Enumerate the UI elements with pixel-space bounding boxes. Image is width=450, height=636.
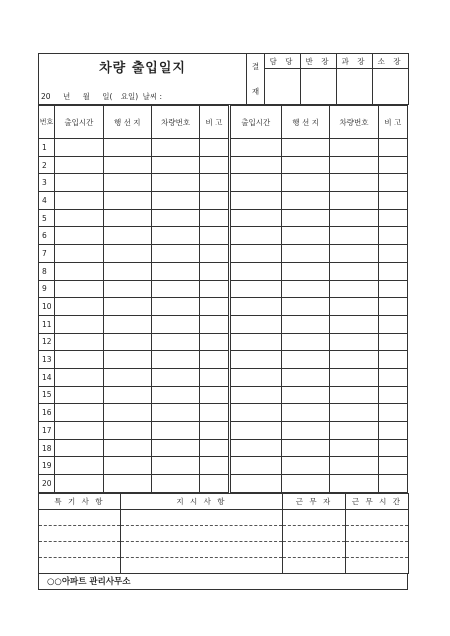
log-cell[interactable] — [55, 298, 103, 316]
row-number: 9 — [39, 280, 55, 298]
notes-row — [39, 509, 409, 525]
notes-cell[interactable] — [283, 525, 346, 541]
log-cell[interactable] — [330, 262, 378, 280]
notes-cell[interactable] — [121, 525, 283, 541]
log-cell[interactable] — [103, 386, 151, 404]
log-cell[interactable] — [229, 298, 281, 316]
log-cell[interactable] — [330, 156, 378, 174]
log-cell[interactable] — [103, 174, 151, 192]
approval-sign-section-chief[interactable] — [337, 69, 373, 105]
date-month-label: 월 — [82, 92, 90, 101]
log-cell[interactable] — [378, 174, 407, 192]
row-number: 14 — [39, 368, 55, 386]
row-number: 15 — [39, 386, 55, 404]
log-cell[interactable] — [378, 139, 407, 157]
col-time-right: 출입시간 — [229, 106, 281, 139]
log-cell[interactable] — [330, 315, 378, 333]
log-cell[interactable] — [281, 227, 329, 245]
log-cell[interactable] — [330, 227, 378, 245]
log-cell[interactable] — [151, 227, 199, 245]
log-cell[interactable] — [200, 333, 229, 351]
log-cell[interactable] — [103, 139, 151, 157]
col-time-left: 출입시간 — [55, 106, 103, 139]
log-cell[interactable] — [200, 404, 229, 422]
col-number: 번호 — [39, 106, 55, 139]
log-cell[interactable] — [55, 280, 103, 298]
notes-cell[interactable] — [283, 557, 346, 573]
log-cell[interactable] — [200, 351, 229, 369]
notes-cell[interactable] — [121, 509, 283, 525]
log-cell[interactable] — [281, 422, 329, 440]
log-cell[interactable] — [281, 139, 329, 157]
log-cell[interactable] — [103, 227, 151, 245]
log-row — [39, 298, 408, 316]
log-cell[interactable] — [103, 280, 151, 298]
log-cell[interactable] — [281, 298, 329, 316]
log-cell[interactable] — [378, 192, 407, 210]
log-cell[interactable] — [378, 280, 407, 298]
log-cell[interactable] — [378, 368, 407, 386]
log-row — [39, 351, 408, 369]
log-cell[interactable] — [103, 351, 151, 369]
log-cell[interactable] — [200, 439, 229, 457]
log-cell[interactable] — [378, 333, 407, 351]
row-number: 8 — [39, 262, 55, 280]
log-table — [38, 105, 408, 493]
log-cell[interactable] — [229, 174, 281, 192]
header-table — [38, 53, 409, 105]
log-cell[interactable] — [281, 315, 329, 333]
log-cell[interactable] — [281, 174, 329, 192]
page-title: 차량 출입일지 — [39, 54, 247, 79]
instructions-header: 지 시 사 항 — [121, 493, 283, 509]
notes-cell[interactable] — [346, 509, 409, 525]
log-row — [39, 227, 408, 245]
log-row — [39, 439, 408, 457]
log-cell[interactable] — [103, 422, 151, 440]
log-cell[interactable] — [281, 245, 329, 263]
log-row — [39, 368, 408, 386]
log-row — [39, 209, 408, 227]
date-year-label: 년 — [62, 92, 71, 101]
log-cell[interactable] — [55, 475, 103, 493]
log-cell[interactable] — [55, 457, 103, 475]
log-cell[interactable] — [200, 174, 229, 192]
approval-label — [247, 54, 265, 105]
log-cell[interactable] — [378, 262, 407, 280]
row-number: 10 — [39, 298, 55, 316]
log-cell[interactable] — [103, 368, 151, 386]
log-cell[interactable] — [151, 333, 199, 351]
log-cell[interactable] — [103, 298, 151, 316]
log-cell[interactable] — [103, 439, 151, 457]
log-cell[interactable] — [281, 386, 329, 404]
row-number: 12 — [39, 333, 55, 351]
log-cell[interactable] — [229, 139, 281, 157]
log-row — [39, 174, 408, 192]
row-number: 18 — [39, 439, 55, 457]
notes-row — [39, 557, 409, 573]
office-footer: ○○아파트 관리사무소 — [38, 574, 408, 590]
log-row — [39, 475, 408, 493]
log-cell[interactable] — [103, 192, 151, 210]
log-cell[interactable] — [378, 298, 407, 316]
row-number: 16 — [39, 404, 55, 422]
log-cell[interactable] — [229, 315, 281, 333]
notes-cell[interactable] — [121, 541, 283, 557]
log-cell[interactable] — [151, 280, 199, 298]
log-cell[interactable] — [229, 280, 281, 298]
log-cell[interactable] — [200, 386, 229, 404]
approval-sign-director[interactable] — [373, 69, 409, 105]
log-cell[interactable] — [378, 351, 407, 369]
notes-cell[interactable] — [283, 541, 346, 557]
notes-cell[interactable] — [346, 525, 409, 541]
log-cell[interactable] — [378, 245, 407, 263]
log-cell[interactable] — [330, 368, 378, 386]
col-plate-left: 차량번호 — [151, 106, 199, 139]
log-cell[interactable] — [200, 368, 229, 386]
log-cell[interactable] — [151, 386, 199, 404]
log-cell[interactable] — [229, 262, 281, 280]
log-cell[interactable] — [281, 192, 329, 210]
log-cell[interactable] — [378, 422, 407, 440]
log-cell[interactable] — [103, 333, 151, 351]
log-row — [39, 280, 408, 298]
date-line[interactable] — [39, 78, 247, 105]
log-cell[interactable] — [378, 475, 407, 493]
log-cell[interactable] — [281, 475, 329, 493]
log-cell[interactable] — [330, 280, 378, 298]
log-cell[interactable] — [378, 156, 407, 174]
log-row — [39, 333, 408, 351]
log-cell[interactable] — [281, 351, 329, 369]
log-cell[interactable] — [378, 209, 407, 227]
col-plate-right: 차량번호 — [330, 106, 378, 139]
log-row — [39, 386, 408, 404]
log-cell[interactable] — [330, 245, 378, 263]
col-remarks-left: 비 고 — [200, 106, 229, 139]
row-number: 17 — [39, 422, 55, 440]
log-cell[interactable] — [229, 351, 281, 369]
log-row — [39, 192, 408, 210]
log-cell[interactable] — [151, 439, 199, 457]
approval-role-director: 소 장 — [373, 54, 409, 69]
log-cell[interactable] — [330, 457, 378, 475]
log-cell[interactable] — [229, 333, 281, 351]
log-cell[interactable] — [281, 368, 329, 386]
log-row — [39, 245, 408, 263]
log-cell[interactable] — [55, 404, 103, 422]
log-cell[interactable] — [229, 227, 281, 245]
log-cell[interactable] — [378, 404, 407, 422]
log-cell[interactable] — [229, 386, 281, 404]
log-cell[interactable] — [229, 368, 281, 386]
log-cell[interactable] — [378, 386, 407, 404]
log-cell[interactable] — [330, 174, 378, 192]
log-cell[interactable] — [55, 386, 103, 404]
approval-role-section-chief: 과 장 — [337, 54, 373, 69]
log-cell[interactable] — [330, 422, 378, 440]
notes-row — [39, 525, 409, 541]
date-weekday-label: 요일) — [120, 92, 139, 101]
log-cell[interactable] — [55, 139, 103, 157]
log-row — [39, 422, 408, 440]
log-cell[interactable] — [281, 262, 329, 280]
log-cell[interactable] — [200, 262, 229, 280]
col-remarks-right: 비 고 — [378, 106, 407, 139]
log-cell[interactable] — [200, 475, 229, 493]
log-cell[interactable] — [55, 315, 103, 333]
log-cell[interactable] — [103, 262, 151, 280]
row-number: 3 — [39, 174, 55, 192]
log-cell[interactable] — [55, 245, 103, 263]
approval-role-foreman: 반 장 — [301, 54, 337, 69]
row-number: 6 — [39, 227, 55, 245]
special-notes-header: 특 기 사 항 — [39, 493, 121, 509]
row-number: 4 — [39, 192, 55, 210]
log-cell[interactable] — [330, 209, 378, 227]
log-cell[interactable] — [378, 457, 407, 475]
log-cell[interactable] — [151, 475, 199, 493]
log-cell[interactable] — [55, 351, 103, 369]
log-cell[interactable] — [200, 422, 229, 440]
approval-role-staff: 담 당 — [265, 54, 301, 69]
row-number: 13 — [39, 351, 55, 369]
log-cell[interactable] — [378, 227, 407, 245]
log-cell[interactable] — [229, 439, 281, 457]
log-cell[interactable] — [229, 404, 281, 422]
notes-cell[interactable] — [283, 509, 346, 525]
log-cell[interactable] — [281, 280, 329, 298]
log-cell[interactable] — [103, 209, 151, 227]
log-header-row — [39, 106, 408, 139]
log-cell[interactable] — [151, 368, 199, 386]
approval-sign-staff[interactable] — [265, 69, 301, 105]
row-number: 20 — [39, 475, 55, 493]
date-year-prefix: 20 — [41, 92, 51, 101]
log-cell[interactable] — [200, 315, 229, 333]
log-row — [39, 139, 408, 157]
row-number: 2 — [39, 156, 55, 174]
log-cell[interactable] — [151, 174, 199, 192]
log-cell[interactable] — [281, 209, 329, 227]
approval-label-top: 결 — [251, 62, 260, 71]
log-cell[interactable] — [103, 245, 151, 263]
log-cell[interactable] — [378, 439, 407, 457]
log-cell[interactable] — [229, 422, 281, 440]
log-cell[interactable] — [330, 192, 378, 210]
notes-cell[interactable] — [39, 541, 121, 557]
date-day-label: 일( — [102, 92, 113, 101]
log-cell[interactable] — [281, 156, 329, 174]
log-cell[interactable] — [55, 227, 103, 245]
row-number: 19 — [39, 457, 55, 475]
log-cell[interactable] — [200, 209, 229, 227]
row-number: 1 — [39, 139, 55, 157]
log-cell[interactable] — [200, 280, 229, 298]
log-cell[interactable] — [103, 315, 151, 333]
vehicle-log-sheet — [38, 53, 408, 587]
log-cell[interactable] — [330, 386, 378, 404]
worker-header: 근 무 자 — [283, 493, 346, 509]
log-cell[interactable] — [330, 139, 378, 157]
log-cell[interactable] — [151, 139, 199, 157]
log-cell[interactable] — [55, 422, 103, 440]
log-row — [39, 315, 408, 333]
log-cell[interactable] — [229, 245, 281, 263]
log-cell[interactable] — [151, 245, 199, 263]
log-cell[interactable] — [151, 156, 199, 174]
log-cell[interactable] — [55, 368, 103, 386]
notes-cell[interactable] — [39, 509, 121, 525]
weather-label: 날씨 : — [142, 92, 162, 101]
log-cell[interactable] — [55, 174, 103, 192]
log-cell[interactable] — [229, 475, 281, 493]
log-cell[interactable] — [151, 457, 199, 475]
log-cell[interactable] — [200, 139, 229, 157]
approval-label-bottom: 재 — [251, 87, 260, 96]
col-destination-left: 행 선 지 — [103, 106, 151, 139]
notes-cell[interactable] — [346, 557, 409, 573]
row-number: 7 — [39, 245, 55, 263]
log-row — [39, 404, 408, 422]
notes-cell[interactable] — [39, 557, 121, 573]
notes-cell[interactable] — [346, 541, 409, 557]
log-cell[interactable] — [103, 404, 151, 422]
log-cell[interactable] — [330, 475, 378, 493]
log-cell[interactable] — [330, 333, 378, 351]
log-cell[interactable] — [55, 192, 103, 210]
notes-cell[interactable] — [39, 525, 121, 541]
log-cell[interactable] — [151, 404, 199, 422]
log-cell[interactable] — [151, 422, 199, 440]
notes-table — [38, 493, 409, 574]
notes-header-row — [39, 493, 409, 509]
log-cell[interactable] — [200, 457, 229, 475]
log-cell[interactable] — [330, 351, 378, 369]
log-cell[interactable] — [151, 315, 199, 333]
log-cell[interactable] — [229, 457, 281, 475]
row-number: 5 — [39, 209, 55, 227]
log-cell[interactable] — [229, 156, 281, 174]
log-cell[interactable] — [200, 245, 229, 263]
log-cell[interactable] — [55, 156, 103, 174]
log-cell[interactable] — [200, 227, 229, 245]
log-cell[interactable] — [378, 315, 407, 333]
log-cell[interactable] — [151, 262, 199, 280]
log-cell[interactable] — [103, 475, 151, 493]
work-hours-header: 근 무 시 간 — [346, 493, 409, 509]
notes-row — [39, 541, 409, 557]
log-cell[interactable] — [281, 333, 329, 351]
log-cell[interactable] — [151, 192, 199, 210]
log-cell[interactable] — [151, 351, 199, 369]
log-cell[interactable] — [55, 333, 103, 351]
log-cell[interactable] — [200, 298, 229, 316]
approval-sign-foreman[interactable] — [301, 69, 337, 105]
log-cell[interactable] — [229, 192, 281, 210]
log-row — [39, 156, 408, 174]
log-cell[interactable] — [103, 156, 151, 174]
log-cell[interactable] — [55, 209, 103, 227]
log-body — [39, 139, 408, 493]
log-cell[interactable] — [229, 209, 281, 227]
col-destination-right: 행 선 지 — [281, 106, 329, 139]
notes-cell[interactable] — [121, 557, 283, 573]
log-row — [39, 262, 408, 280]
log-cell[interactable] — [330, 439, 378, 457]
log-row — [39, 457, 408, 475]
log-cell[interactable] — [103, 457, 151, 475]
log-cell[interactable] — [55, 439, 103, 457]
log-cell[interactable] — [330, 404, 378, 422]
log-cell[interactable] — [281, 457, 329, 475]
row-number: 11 — [39, 315, 55, 333]
log-cell[interactable] — [200, 156, 229, 174]
log-cell[interactable] — [200, 192, 229, 210]
log-cell[interactable] — [281, 404, 329, 422]
log-cell[interactable] — [281, 439, 329, 457]
log-cell[interactable] — [330, 298, 378, 316]
log-cell[interactable] — [151, 298, 199, 316]
log-cell[interactable] — [151, 209, 199, 227]
log-cell[interactable] — [55, 262, 103, 280]
